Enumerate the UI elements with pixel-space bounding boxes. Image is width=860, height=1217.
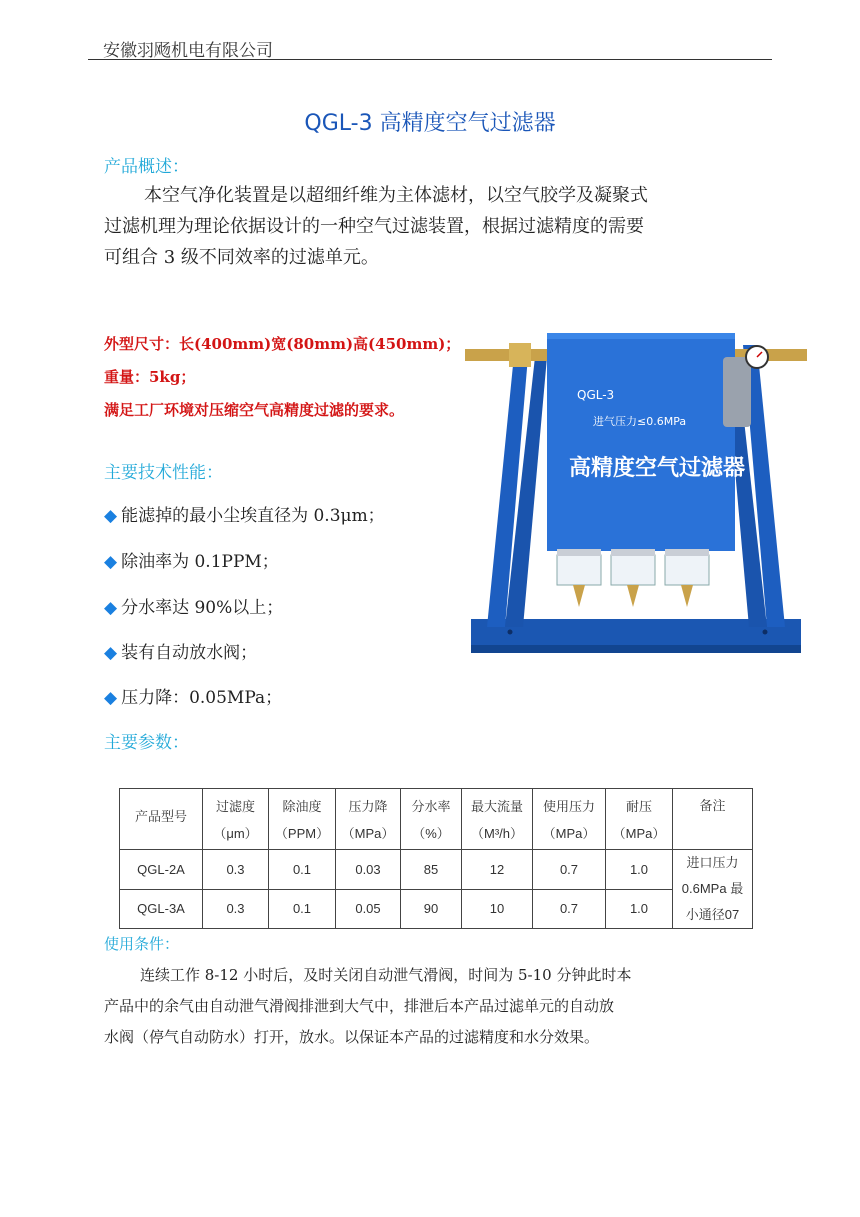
header-cell: 耐压 （MPa） — [606, 789, 673, 850]
table-cell: 10 — [462, 889, 533, 929]
header-cell: 压力降 （MPa） — [336, 789, 401, 850]
feature-text: 能滤掉的最小尘埃直径为 0.3μm； — [121, 506, 385, 526]
bowl-cap — [557, 549, 601, 556]
feature-item — [104, 593, 283, 618]
product-photo — [465, 327, 807, 665]
usage-paragraph — [104, 960, 744, 1053]
diamond-bullet-icon: ◆ — [104, 506, 118, 526]
header-cell: 备注 — [673, 789, 753, 850]
table-row — [120, 889, 753, 929]
table-cell: 90 — [401, 889, 462, 929]
usage-heading: 使用条件： — [104, 935, 180, 953]
table-cell: QGL-2A — [120, 850, 203, 890]
feature-item — [104, 683, 282, 708]
header-cell: 使用压力 （MPa） — [533, 789, 606, 850]
table-header-row — [120, 789, 753, 850]
table-cell: 0.03 — [336, 850, 401, 890]
overview-line: 过滤机理为理论依据设计的一种空气过滤装置，根据过滤精度的需要 — [104, 216, 644, 237]
feature-text: 压力降：0.05MPa； — [121, 688, 283, 708]
spec-dimensions: 外型尺寸：长(400mm)宽(80mm)高(450mm)； — [104, 335, 461, 353]
table-cell: 0.05 — [336, 889, 401, 929]
base-shadow — [471, 645, 801, 653]
photo-pressure-label: 进气压力≤0.6MPa — [593, 415, 687, 428]
diamond-bullet-icon: ◆ — [104, 643, 118, 663]
feature-text: 除油率为 0.1PPM； — [121, 552, 279, 572]
feature-text: 装有自动放水阀； — [121, 643, 258, 663]
diamond-bullet-icon: ◆ — [104, 552, 118, 572]
usage-line: 产品中的余气由自动泄气滑阀排泄到大气中，排泄后本产品过滤单元的自动放 — [104, 997, 615, 1015]
table-cell: 1.0 — [606, 889, 673, 929]
filter-bowl — [557, 555, 601, 585]
table-cell: 0.7 — [533, 889, 606, 929]
filter-housing — [547, 333, 735, 551]
overview-paragraph — [104, 180, 744, 273]
diamond-bullet-icon: ◆ — [104, 688, 118, 708]
bolt-icon — [763, 630, 768, 635]
note-line: 进口压力 — [686, 855, 739, 870]
overview-line: 可组合 3 级不同效率的过滤单元。 — [104, 247, 379, 268]
note-line: 小通径07 — [685, 907, 740, 922]
company-name: 安徽羽飏机电有限公司 — [103, 41, 273, 61]
table-cell: 0.1 — [269, 889, 336, 929]
drain-valve-icon — [681, 585, 693, 607]
table-cell: QGL-3A — [120, 889, 203, 929]
table-cell: 12 — [462, 850, 533, 890]
feature-item — [104, 638, 257, 663]
regulator-body — [723, 357, 751, 427]
header-divider — [88, 59, 772, 60]
overview-heading: 产品概述： — [104, 157, 189, 177]
header-cell: 过滤度 （μm） — [203, 789, 269, 850]
diamond-bullet-icon: ◆ — [104, 598, 118, 618]
header-cell: 除油度 （PPM） — [269, 789, 336, 850]
usage-line: 连续工作 8-12 小时后，及时关闭自动泄气滑阀，时间为 5-10 分钟此时本 — [140, 966, 632, 984]
table-cell: 0.3 — [203, 889, 269, 929]
spec-weight: 重量：5kg； — [104, 368, 196, 386]
bowl-cap — [611, 549, 655, 556]
table-cell: 0.7 — [533, 850, 606, 890]
housing-highlight — [547, 333, 735, 339]
photo-model-label: QGL-3 — [577, 388, 615, 402]
table-cell: 85 — [401, 850, 462, 890]
drain-valve-icon — [573, 585, 585, 607]
spec-requirement: 满足工厂环境对压缩空气高精度过滤的要求。 — [104, 401, 405, 419]
header-cell: 最大流量 （M³/h） — [462, 789, 533, 850]
overview-line: 本空气净化装置是以超细纤维为主体滤材，以空气胶学及凝聚式 — [144, 185, 648, 206]
inlet-valve — [509, 343, 531, 367]
usage-line: 水阀（停气自动防水）打开，放水。以保证本产品的过滤精度和水分效果。 — [104, 1028, 600, 1046]
drain-valve-icon — [627, 585, 639, 607]
filter-bowl — [611, 555, 655, 585]
params-table — [119, 788, 753, 929]
feature-text: 分水率达 90%以上； — [121, 598, 284, 618]
bowl-cap — [665, 549, 709, 556]
note-line: 0.6MPa 最 — [681, 881, 744, 896]
page-title: QGL-3 高精度空气过滤器 — [304, 111, 556, 136]
feature-item — [104, 547, 279, 572]
bolt-icon — [508, 630, 513, 635]
table-note-cell — [673, 850, 753, 929]
filter-bowl — [665, 555, 709, 585]
table-row — [120, 850, 753, 890]
table-cell: 0.1 — [269, 850, 336, 890]
table-cell: 1.0 — [606, 850, 673, 890]
header-cell: 分水率 （%） — [401, 789, 462, 850]
table-cell: 0.3 — [203, 850, 269, 890]
photo-product-label: 高精度空气过滤器 — [569, 456, 746, 481]
feature-item — [104, 501, 385, 526]
params-heading: 主要参数： — [104, 733, 189, 753]
performance-heading: 主要技术性能： — [104, 463, 223, 483]
header-cell: 产品型号 — [120, 789, 203, 850]
